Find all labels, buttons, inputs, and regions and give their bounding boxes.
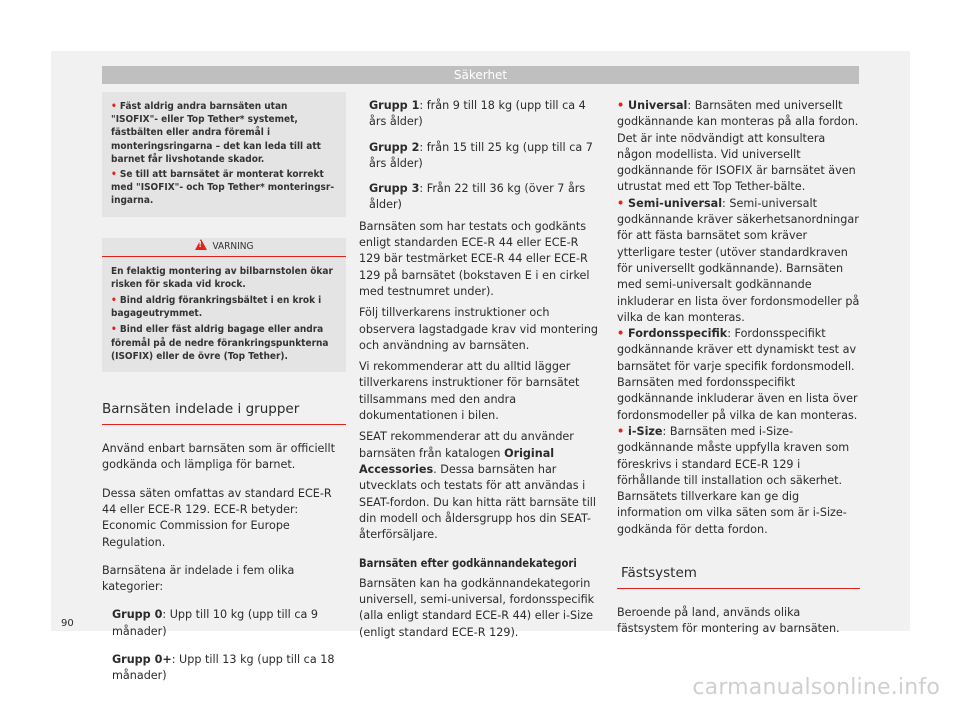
bullet-icon: • [111, 324, 120, 336]
warning-header: !VARNING [102, 238, 346, 257]
section-title: Barnsäten indelade i grupper [102, 400, 346, 425]
paragraph: Barnsätena är indelade i fem olika kategorier: [102, 563, 295, 594]
bullet-icon: • [111, 295, 120, 307]
approval-item: • Fordonsspecifik: Fordonsspecifikt godkännande kräver ett dynamiskt test av barnsätet för varje specifik fordonsmodell. Barnsäten med fordonsspecifikt godkännande inkluderar även en lista över fordonsmodeller på vilka de kan monteras. [617, 327, 858, 422]
page-header: Säkerhet [102, 66, 859, 84]
paragraph: Dessa säten omfattas av standard ECE-R 44 eller ECE-R 129. ECE-R betyder: Economic Commission for Europe Regulation. [102, 486, 332, 549]
column-3 [617, 98, 860, 638]
warning-intro: En felaktig montering av bilbarnstolen ökar risken för skada vid krock. [111, 265, 333, 290]
paragraph: Beroende på land, används olika fästsystem för montering av barnsäten. [617, 606, 840, 636]
paragraph: Använd enbart barnsäten som är officiellt godkända och lämpliga för barnet. [102, 442, 336, 472]
group-item: Grupp 1: från 9 till 18 kg (upp till ca 4 års ålder) [369, 99, 586, 129]
bullet-icon: • [617, 196, 629, 210]
group-item: Grupp 2: från 15 till 25 kg (upp till ca 7 års ålder) [369, 140, 593, 170]
bullet-icon: • [617, 327, 629, 341]
page-number: 90 [61, 618, 74, 629]
group-item: Grupp 0: Upp till 10 kg (upp till ca 9 månader) [112, 608, 319, 638]
warning-item: • Bind aldrig förankringsbältet i en krok i bagageutrymmet. [111, 295, 322, 320]
warning-box [102, 238, 346, 372]
paragraph: SEAT rekommenderar att du använder barnsäten från katalogen Original Accessories. Dessa barnsäten har utvecklats och testats för att användas i SEAT-fordon. Du kan hitta rätt barnsäte till din modell och åldersgrupp hos din SEAT-återförsäljare. [359, 430, 597, 542]
group-item: Grupp 3: Från 22 till 36 kg (över 7 års ålder) [369, 182, 586, 212]
paragraph: Barnsäten som har testats och godkänts enligt standarden ECE-R 44 eller ECE-R 129 bär testmärket ECE-R 44 eller ECE-R 129 på barnsätet (bokstaven E i en cirkel med testnumret under). [359, 219, 590, 298]
bullet-icon: • [111, 169, 120, 181]
approval-item: • Universal: Barnsäten med universellt godkännande kan monteras på alla fordon. Det är inte nödvändigt att konsultera någon modellista. Vid universellt godkännande för ISOFIX är barnsätet även utrustat med ett Top Tether-bälte. [617, 99, 859, 194]
paragraph: Följ tillverkarens instruktioner och observera lagstadgade krav vid montering och användning av barnsäten. [359, 306, 599, 352]
approval-item: • i-Size: Barnsäten med i-Size-godkännande måste uppfylla kraven som föreskrivs i standard ECE-R 129 i förhållande till installation och säkerhet. Barnsätets tillverkare kan ge dig information om vilka säten som är i-Size-godkända för detta fordon. [617, 424, 850, 536]
bullet-icon: • [617, 99, 629, 112]
section-title: Fästsystem [617, 564, 860, 589]
notice-box [102, 92, 346, 217]
paragraph: Barnsäten kan ha godkännandekategorin universell, semi-universal, fordonsspecifik (alla enligt standard ECE-R 44) eller i-Size (enligt standard ECE-R 129). [359, 576, 595, 639]
bullet-icon: • [617, 424, 629, 438]
column-1 [102, 92, 346, 685]
column-2 [359, 98, 600, 641]
subheading: Barnsäten efter godkännandekategori [359, 557, 577, 571]
section-fastening [617, 564, 860, 589]
bullet-icon: • [111, 101, 120, 112]
paragraph: Vi rekommenderar att du alltid lägger tillverkarens instruktioner för barnsätet tillsammans med den andra dokumentationen i bilen. [359, 360, 580, 423]
warning-icon [195, 239, 207, 250]
group-item: Grupp 0+: Upp till 13 kg (upp till ca 18 månader) [112, 653, 335, 683]
warning-item: • Bind eller fäst aldrig bagage eller andra föremål på de nedre förankringspunkterna (ISOFIX) eller de övre (Top Tether). [111, 324, 329, 362]
approval-item: • Semi-universal: Semi-universalt godkännande kräver säkerhetsanordningar för att fästa barnsätet som kräver ytterligare tester (utöver standardkraven för universellt godkännande). Barnsäten med semi-universalt godkännande inkluderar en lista över fordonsmodeller på vilka de kan monteras. [617, 196, 860, 324]
section-groups [102, 400, 346, 425]
notice-item: • Se till att barnsätet är monterat korrekt med "ISOFIX"- och Top Tether* monteringsringarna. [111, 169, 335, 207]
notice-item: • Fäst aldrig andra barnsäten utan "ISOFIX"- eller Top Tether* systemet, fästbälten eller andra föremål i monteringsringarna – det kan leda till att barnet får livshotande skador. [111, 101, 321, 165]
watermark: carmanualsonline.info [692, 675, 940, 700]
